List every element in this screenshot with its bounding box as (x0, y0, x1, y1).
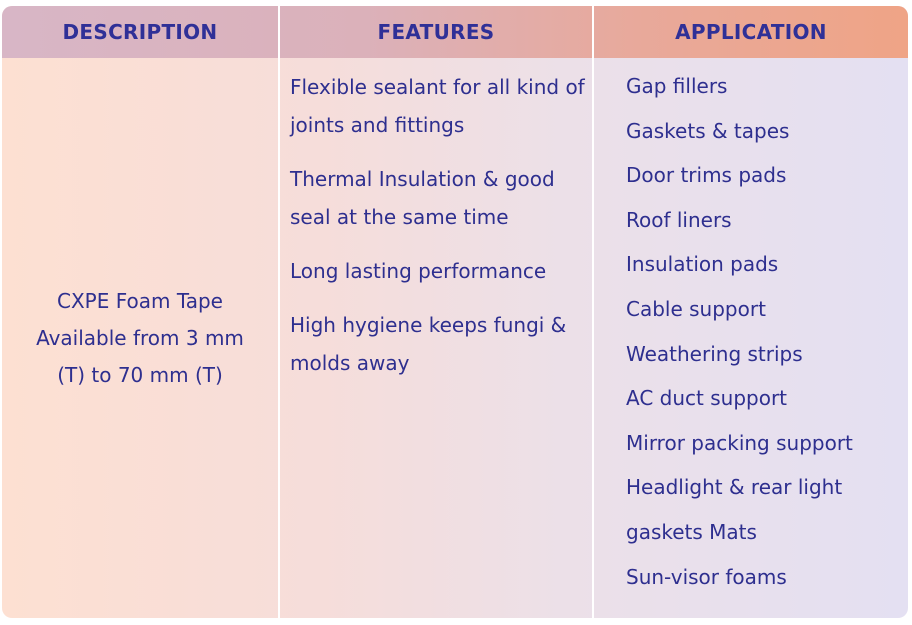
description-line: CXPE Foam Tape (56, 288, 223, 313)
column-divider (592, 6, 594, 618)
application-item: Gaskets & tapes (626, 118, 790, 143)
description-line: (T) to 70 mm (T) (57, 362, 223, 387)
feature-item: Long lasting performance (290, 259, 547, 283)
feature-item: Thermal Insulation & good seal at the same time (290, 167, 555, 229)
table-header (2, 6, 908, 58)
column-divider (278, 6, 280, 618)
application-item: Sun-visor foams (626, 564, 787, 589)
application-item: Headlight & rear light (626, 475, 843, 500)
application-item: Roof liners (626, 207, 732, 232)
description-cell (2, 58, 278, 618)
product-table (2, 6, 908, 618)
feature-item: High hygiene keeps fungi & molds away (290, 313, 567, 375)
application-item: Gap fillers (626, 74, 728, 98)
header-application: APPLICATION (675, 20, 827, 44)
header-features: FEATURES (377, 20, 495, 44)
description-line: Available from 3 mm (36, 325, 244, 350)
application-item: AC duct support (626, 386, 788, 411)
application-item: Insulation pads (626, 252, 779, 277)
application-item: gaskets Mats (626, 519, 757, 544)
feature-item: Flexible sealant for all kind of joints and fittings (290, 75, 585, 137)
application-item: Mirror packing support (626, 430, 853, 455)
application-item: Cable support (626, 296, 766, 321)
application-item: Weathering strips (626, 341, 803, 366)
application-item: Door trims pads (626, 163, 787, 188)
header-description: DESCRIPTION (62, 20, 218, 44)
description-text (24, 283, 256, 394)
application-list (626, 67, 908, 602)
features-list (290, 68, 586, 398)
